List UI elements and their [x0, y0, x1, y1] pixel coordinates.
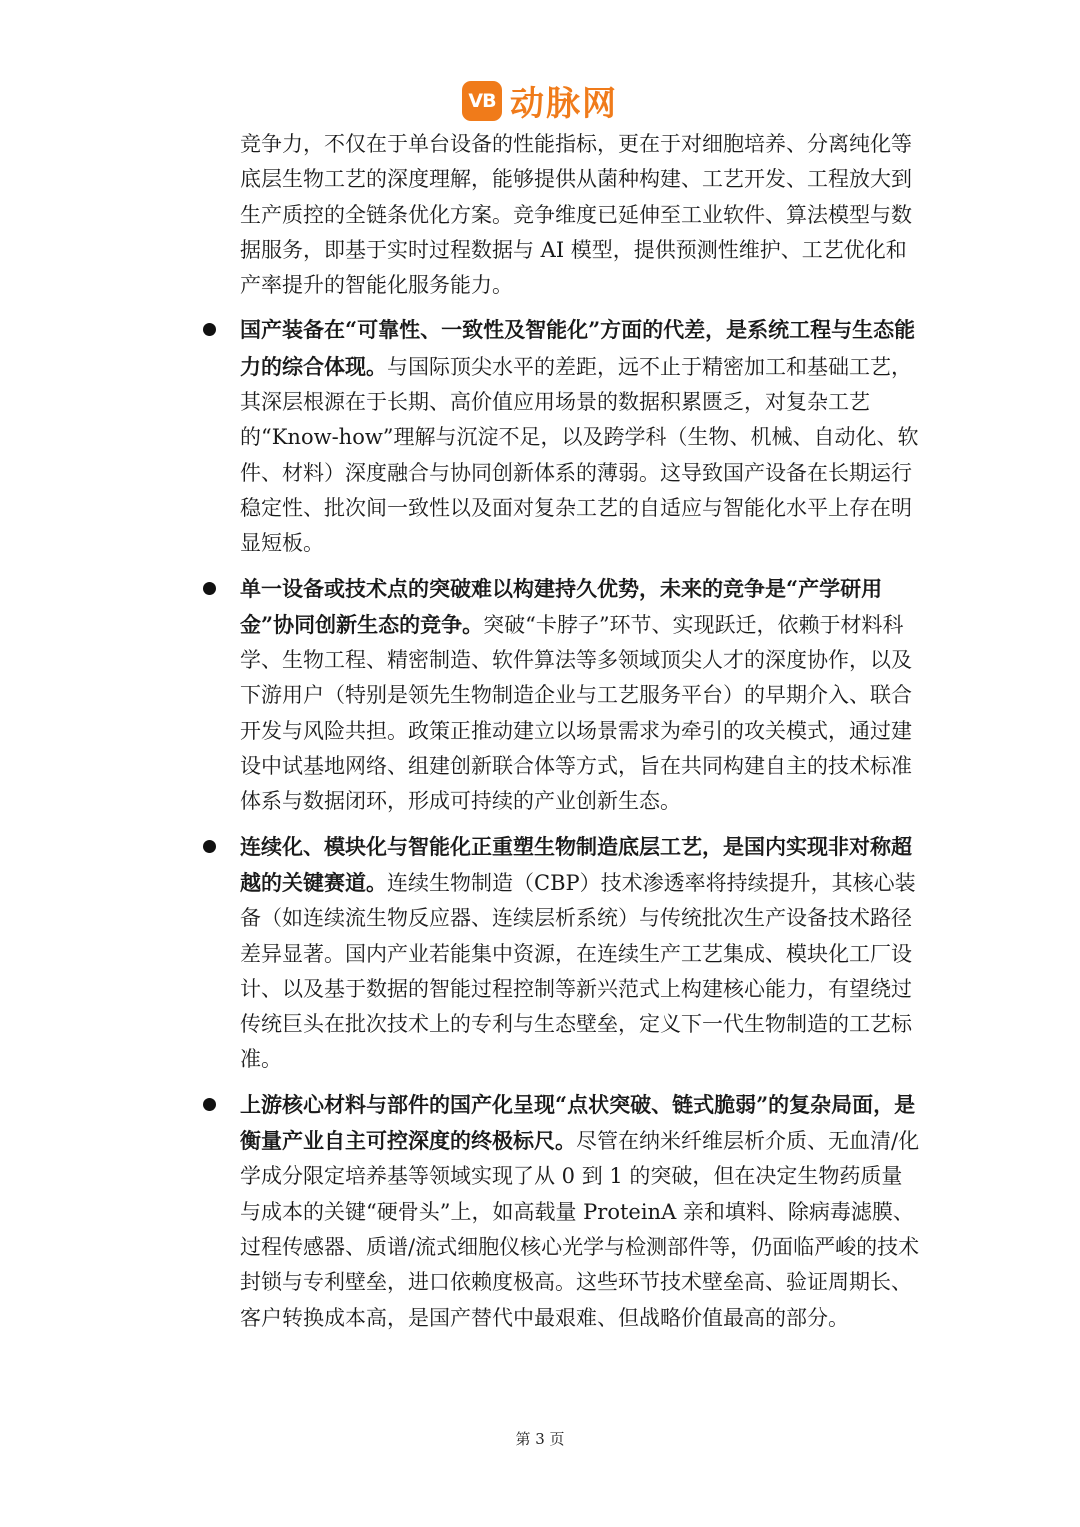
bullet-item [240, 1087, 920, 1336]
bullet-paragraph [240, 829, 920, 1078]
bullet-icon [203, 582, 216, 595]
bullet-lead: 单一设备或技术点的突破难以构建持久优势，未来的竞争是“产学研用金”协同创新生态的竞争。 [240, 575, 883, 637]
logo-text: 动脉网 [510, 84, 618, 124]
bullet-lead: 上游核心材料与部件的国产化呈现“点状突破、链式脆弱”的复杂局面，是衡量产业自主可控深度的终极标尺。 [240, 1091, 916, 1154]
bullet-item [240, 829, 920, 1078]
bullet-body: 尽管在纳米纤维层析介质、无血清/化学成分限定培养基等领域实现了从 0 到 1 的突破，但在决定生物药质量与成本的关键“硬骨头”上，如高载量 ProteinA 亲和填料、除病毒滤膜、过程传感器、质谱/流式细胞仪核心光学与检测部件等，仍面临严峻的技术封锁与专利壁垒，进口依赖度极高。这些环节技术壁垒高、验证周期长、客户转换成本高，是国产替代中最艰难、但战略价值最高的部分。 [240, 1129, 920, 1330]
bullet-icon [203, 323, 216, 336]
bullet-paragraph [240, 571, 920, 820]
bullet-lead: 连续化、模块化与智能化正重塑生物制造底层工艺，是国内实现非对称超越的关键赛道。 [240, 833, 912, 895]
document-body [240, 127, 920, 1345]
bullet-body: 突破“卡脖子”环节、实现跃迁，依赖于材料科学、生物工程、精密制造、软件算法等多领域顶尖人才的深度协作，以及下游用户（特别是领先生物制造企业与工艺服务平台）的早期介入、联合开发与风险共担。政策正推动建立以场景需求为牵引的攻关模式，通过建设中试基地网络、组建创新联合体等方式，旨在共同构建自主的技术标准体系与数据闭环，形成可持续的产业创新生态。 [240, 612, 912, 814]
bullet-body: 连续生物制造（CBP）技术渗透率将持续提升，其核心装备（如连续流生物反应器、连续层析系统）与传统批次生产设备技术路径差异显著。国内产业若能集中资源，在连续生产工艺集成、模块化工厂设计、以及基于数据的智能过程控制等新兴范式上构建核心能力，有望绕过传统巨头在批次技术上的专利与生态壁垒，定义下一代生物制造的工艺标准。 [240, 870, 916, 1072]
bullet-body: 与国际顶尖水平的差距，远不止于精密加工和基础工艺，其深层根源在于长期、高价值应用场景的数据积累匮乏，对复杂工艺的“Know-how”理解与沉淀不足，以及跨学科（生物、机械、自动化、软件、材料）深度融合与协同创新体系的薄弱。这导致国产设备在长期运行稳定性、批次间一致性以及面对复杂工艺的自适应与智能化水平上存在明显短板。 [240, 354, 919, 556]
bullet-icon [203, 840, 216, 853]
bullet-paragraph [240, 312, 920, 561]
page-number: 第 3 页 [515, 1430, 565, 1448]
bullet-item [240, 571, 920, 820]
intro-paragraph: 竞争力，不仅在于单台设备的性能指标，更在于对细胞培养、分离纯化等底层生物工艺的深度理解，能够提供从菌种构建、工艺开发、工程放大到生产质控的全链条优化方案。竞争维度已延伸至工业软件、算法模型与数据服务，即基于实时过程数据与 AI 模型，提供预测性维护、工艺优化和产率提升的智能化服务能力。 [240, 132, 912, 298]
bullet-item [240, 312, 920, 561]
brand-logo [0, 76, 1080, 125]
logo-icon: VB [462, 81, 502, 121]
bullet-icon [203, 1098, 216, 1111]
bullet-paragraph [240, 1087, 920, 1336]
bullet-lead: 国产装备在“可靠性、一致性及智能化”方面的代差，是系统工程与生态能力的综合体现。 [240, 317, 916, 379]
